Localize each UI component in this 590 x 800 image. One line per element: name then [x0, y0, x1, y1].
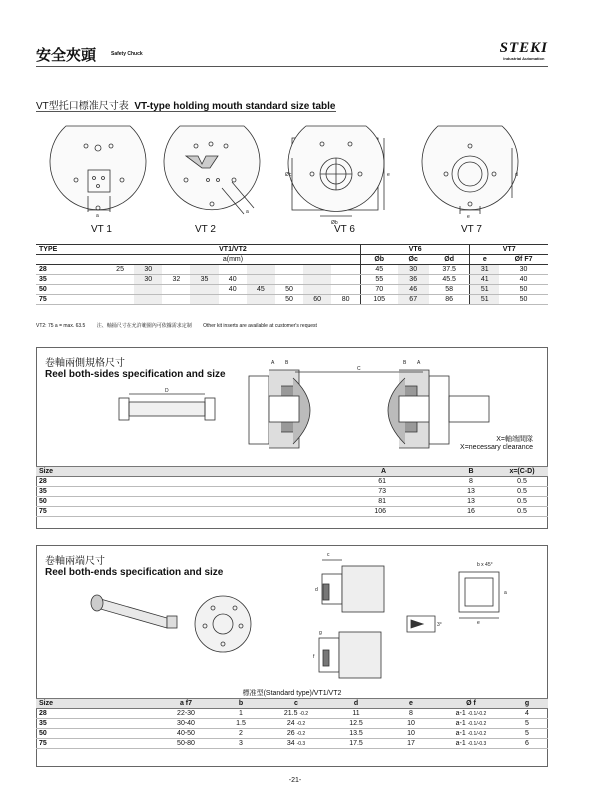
- fig-label-vt6: VT 6: [334, 224, 355, 235]
- vt7-drawing: [422, 126, 518, 214]
- vt-drawings: [36, 118, 548, 240]
- reel-sides-table: [36, 466, 548, 517]
- svg-text:f: f: [313, 654, 315, 660]
- table-header-row: Size a f7 b c d e Ø f g: [36, 699, 548, 709]
- section1-underline: [36, 111, 336, 112]
- section1-title: VT型托口標准尺寸表 VT-type holding mouth standard size table: [36, 101, 336, 112]
- reel-both-ends-drawing: [37, 546, 549, 686]
- svg-text:e: e: [467, 214, 470, 220]
- table-subheader-row: a(mm) Øb Øc Ød e Øf F7: [36, 255, 548, 265]
- table-row: 35 30-40 1.5 24 -0.2 12.5 10 a-1 -0.1/-0.2 5: [36, 719, 548, 729]
- vt-size-table: [36, 244, 548, 305]
- vt1-drawing: [50, 126, 146, 212]
- fig-label-vt1: VT 1: [91, 224, 112, 235]
- svg-text:Øb: Øb: [331, 220, 338, 226]
- table-row: 75 50 60 80 105 67 86 51 50: [36, 295, 548, 305]
- table-row: 28 22-30 1 21.5 -0.2 11 8 a-1 -0.1/-0.2 4: [36, 709, 548, 719]
- svg-text:g: g: [319, 630, 322, 636]
- clearance-note: X=軸端間隊 X=necessary clearance: [460, 436, 533, 451]
- svg-text:c: c: [327, 552, 330, 558]
- svg-text:b x 45°: b x 45°: [477, 562, 493, 568]
- section2-title: 卷軸兩側規格尺寸 Reel both-sides specification and size: [45, 358, 226, 380]
- svg-text:d: d: [315, 587, 318, 593]
- header-divider: [36, 66, 548, 67]
- svg-text:A: A: [417, 360, 421, 366]
- svg-text:e: e: [477, 620, 480, 626]
- svg-text:3°: 3°: [437, 622, 442, 628]
- svg-text:D: D: [165, 388, 169, 394]
- svg-text:A: A: [271, 360, 275, 366]
- page-header: [36, 40, 548, 64]
- table-row: 35 30 32 35 40 55 36 45.5 41 40: [36, 275, 548, 285]
- vt-figures: [36, 118, 548, 240]
- svg-text:a: a: [96, 213, 99, 219]
- table-row: 75 50-80 3 34 -0.3 17.5 17 a-1 -0.1/-0.3 6: [36, 739, 548, 749]
- svg-text:B: B: [285, 360, 289, 366]
- table-row: 50 40 45 50 70 46 58 51 50: [36, 285, 548, 295]
- brand-logo: STEKI Industrial Automation: [499, 40, 548, 61]
- page-title: 安全夾頭: [36, 47, 97, 64]
- fig-label-vt2: VT 2: [195, 224, 216, 235]
- svg-text:B: B: [403, 360, 407, 366]
- page-number: -21-: [288, 777, 302, 784]
- reel-ends-table: [36, 698, 548, 749]
- table-notes: VT2: 75 a = max. 63.5 注、軸捅尺寸在允許範圍內可依據需求定制 Other kit inserts are available at customer's request: [36, 323, 317, 329]
- table-row: 75 106 16 0.5: [36, 507, 548, 517]
- table-row: 28 61 8 0.5: [36, 477, 548, 487]
- table-row: 28 25 30 45 30 37.5 31 30: [36, 265, 548, 275]
- table-header-row: TYPE VT1/VT2 VT6 VT7: [36, 245, 548, 255]
- svg-text:e: e: [387, 172, 390, 178]
- svg-text:C: C: [357, 366, 361, 372]
- table-header-row: Size A B x=(C-D): [36, 467, 548, 477]
- page-subtitle: Safety Chuck: [111, 51, 143, 57]
- svg-text:a: a: [246, 209, 249, 215]
- table-row: 35 73 13 0.5: [36, 487, 548, 497]
- svg-text:d: d: [515, 172, 518, 178]
- svg-text:Øc: Øc: [285, 172, 292, 178]
- fig-label-vt7: VT 7: [461, 224, 482, 235]
- table-row: 50 81 13 0.5: [36, 497, 548, 507]
- vt2-drawing: [164, 126, 260, 214]
- table-caption: 標准型(Standard type)/VT1/VT2: [242, 690, 342, 697]
- section3-title: 卷軸兩端尺寸 Reel both-ends specification and size: [45, 556, 224, 578]
- svg-text:a: a: [504, 590, 507, 596]
- table-row: 50 40-50 2 26 -0.2 13.5 10 a-1 -0.1/-0.2 5: [36, 729, 548, 739]
- vt6-drawing: [288, 126, 384, 216]
